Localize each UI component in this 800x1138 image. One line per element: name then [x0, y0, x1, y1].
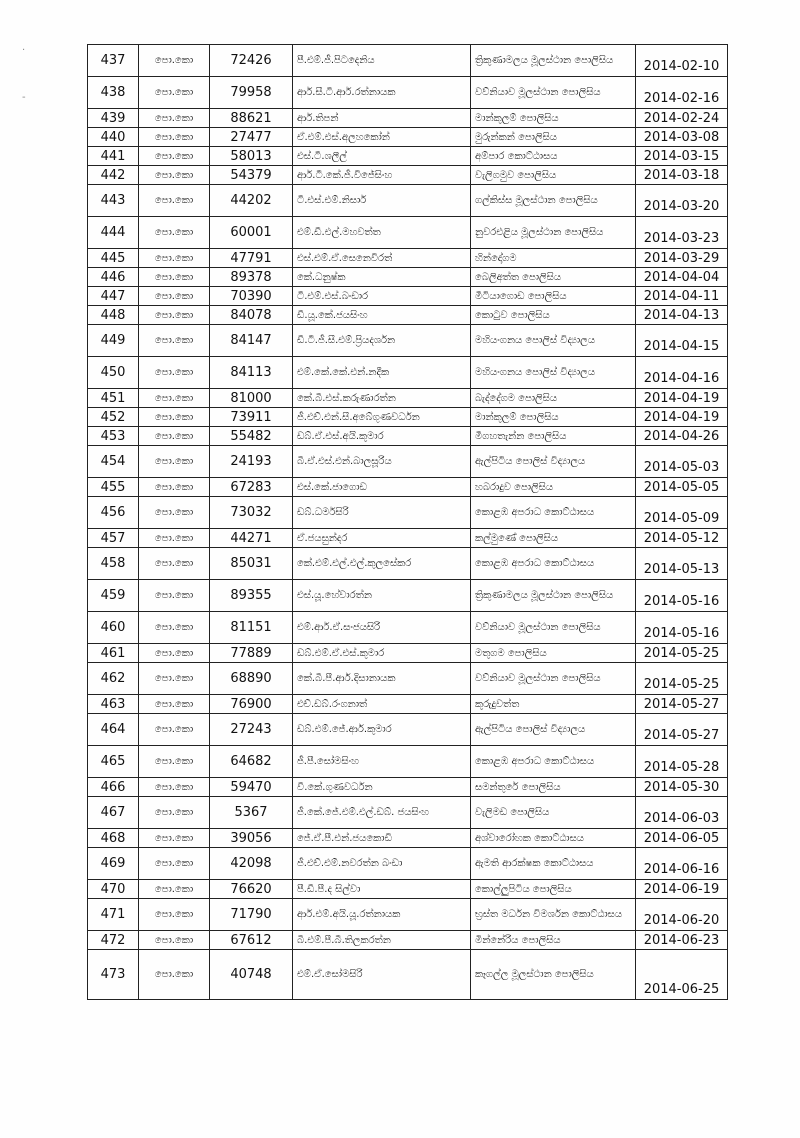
rank-cell: පො.කො: [139, 45, 210, 77]
date-cell: 2014-03-29: [636, 249, 728, 268]
row-number: 452: [88, 408, 139, 427]
station-name: වව්නියාව මූලස්ථාන පොලිසිය: [471, 663, 636, 695]
table-row: [88, 746, 728, 778]
officer-name: කේ.එම්.එල්.එල්.කුලසේකර: [293, 548, 471, 580]
row-number: 464: [88, 714, 139, 746]
row-number: 441: [88, 147, 139, 166]
station-name: හින්දෝගම: [471, 249, 636, 268]
officer-name: ඒ.ජයසුන්දර: [293, 529, 471, 548]
officer-name: බී.එම්.පී.බී.තිලකරත්න: [293, 931, 471, 950]
rank-cell: පො.කො: [139, 147, 210, 166]
officer-name: ආර්.තිපන්: [293, 109, 471, 128]
rank-cell: පො.කො: [139, 580, 210, 612]
registration-number: 27243: [210, 714, 293, 746]
rank-cell: පො.කො: [139, 548, 210, 580]
personnel-table: [87, 44, 728, 1000]
table-row: [88, 899, 728, 931]
rank-cell: පො.කො: [139, 77, 210, 109]
table-row: [88, 829, 728, 848]
rank-cell: පො.කො: [139, 797, 210, 829]
station-name: මතුගම පොලිසිය: [471, 644, 636, 663]
registration-number: 71790: [210, 899, 293, 931]
rank-cell: පො.කො: [139, 931, 210, 950]
row-number: 457: [88, 529, 139, 548]
date-cell: 2014-04-19: [636, 408, 728, 427]
date-cell: 2014-06-23: [636, 931, 728, 950]
station-name: කොළඹ අපරාධ කොට්ඨාසය: [471, 497, 636, 529]
table-row: [88, 612, 728, 644]
station-name: මින්නේරිය පොලිසිය: [471, 931, 636, 950]
date-cell: 2014-04-19: [636, 389, 728, 408]
table-row: [88, 249, 728, 268]
station-name: සමන්තුරේ පොලිසිය: [471, 778, 636, 797]
table-row: [88, 128, 728, 147]
scan-mark: -: [22, 92, 26, 103]
date-cell: 2014-05-27: [636, 714, 728, 746]
date-cell: 2014-04-15: [636, 325, 728, 357]
rank-cell: පො.කො: [139, 325, 210, 357]
registration-number: 70390: [210, 287, 293, 306]
officer-name: එම්.කේ.කේ.එන්.නදීක: [293, 357, 471, 389]
officer-name: ආර්.සී.ටී.ආර්.රත්නායක: [293, 77, 471, 109]
row-number: 454: [88, 446, 139, 478]
date-cell: 2014-05-16: [636, 580, 728, 612]
station-name: කොල්ලුපිටිය පොලිසිය: [471, 880, 636, 899]
station-name: මුරුන්කන් පොලිසිය: [471, 128, 636, 147]
officer-name: බී.ඒ.එස්.එන්.බාලසූරිය: [293, 446, 471, 478]
row-number: 465: [88, 746, 139, 778]
officer-name: ඩබ්.එම්.ජේ.ආර්.කුමාර: [293, 714, 471, 746]
rank-cell: පො.කො: [139, 357, 210, 389]
date-cell: 2014-02-24: [636, 109, 728, 128]
row-number: 446: [88, 268, 139, 287]
row-number: 472: [88, 931, 139, 950]
registration-number: 44202: [210, 185, 293, 217]
date-cell: 2014-03-08: [636, 128, 728, 147]
station-name: කොළඹ අපරාධ කොට්ඨාසය: [471, 548, 636, 580]
row-number: 443: [88, 185, 139, 217]
registration-number: 67283: [210, 478, 293, 497]
table-row: [88, 446, 728, 478]
table-row: [88, 109, 728, 128]
station-name: කොටුව පොලිසිය: [471, 306, 636, 325]
rank-cell: පො.කො: [139, 478, 210, 497]
rank-cell: පො.කො: [139, 663, 210, 695]
table-row: [88, 166, 728, 185]
registration-number: 42098: [210, 848, 293, 880]
row-number: 448: [88, 306, 139, 325]
registration-number: 73032: [210, 497, 293, 529]
date-cell: 2014-05-25: [636, 663, 728, 695]
row-number: 458: [88, 548, 139, 580]
registration-number: 54379: [210, 166, 293, 185]
table-row: [88, 529, 728, 548]
officer-name: එම්.ආර්.ඒ.සංජයසිරි: [293, 612, 471, 644]
station-name: මාන්කුලම් පොලිසිය: [471, 408, 636, 427]
rank-cell: පො.කො: [139, 644, 210, 663]
rank-cell: පො.කො: [139, 287, 210, 306]
station-name: ත්‍රිකුණාමලය මූලස්ථාන පොලිසිය: [471, 580, 636, 612]
table-row: [88, 880, 728, 899]
registration-number: 73911: [210, 408, 293, 427]
officer-name: එම්.ඩී.එල්.මහවත්ත: [293, 217, 471, 249]
officer-name: එස්.එම්.ඒ.සෙනෙවිරත්: [293, 249, 471, 268]
officer-name: ජී.කේ.ජේ.එම්.එල්.ඩබ්. ජයසිංහ: [293, 797, 471, 829]
rank-cell: පො.කො: [139, 612, 210, 644]
registration-number: 27477: [210, 128, 293, 147]
row-number: 438: [88, 77, 139, 109]
table-row: [88, 287, 728, 306]
officer-name: කේ.බී.එස්.කරුණාරත්න: [293, 389, 471, 408]
row-number: 456: [88, 497, 139, 529]
row-number: 468: [88, 829, 139, 848]
table-row: [88, 644, 728, 663]
date-cell: 2014-05-16: [636, 612, 728, 644]
registration-number: 24193: [210, 446, 293, 478]
rank-cell: පො.කො: [139, 408, 210, 427]
date-cell: 2014-02-16: [636, 77, 728, 109]
row-number: 450: [88, 357, 139, 389]
officer-name: ටී.එම්.එස්.බංඩාර: [293, 287, 471, 306]
station-name: වව්නියාව මූලස්ථාන පොලිසිය: [471, 77, 636, 109]
date-cell: 2014-04-13: [636, 306, 728, 325]
row-number: 459: [88, 580, 139, 612]
station-name: මීගහතැන්න පොලිසිය: [471, 427, 636, 446]
row-number: 442: [88, 166, 139, 185]
station-name: වව්නියාව මූලස්ථාන පොලිසිය: [471, 612, 636, 644]
officer-name: ඩබ්.ඒ.එස්.අයි.කුමාර: [293, 427, 471, 446]
station-name: අම්පාර කොට්ඨාසය: [471, 147, 636, 166]
station-name: කුරුදුවත්ත: [471, 695, 636, 714]
rank-cell: පො.කො: [139, 166, 210, 185]
date-cell: 2014-05-03: [636, 446, 728, 478]
registration-number: 5367: [210, 797, 293, 829]
officer-name: ආර්.එම්.අයි.යූ.රත්නායක: [293, 899, 471, 931]
date-cell: 2014-05-13: [636, 548, 728, 580]
station-name: ඇල්පිටිය පොලිස් විද්‍යාලය: [471, 714, 636, 746]
rank-cell: පො.කො: [139, 746, 210, 778]
officer-name: පී.එම්.ජී.පිටදෙනිය: [293, 45, 471, 77]
station-name: බෙලිඅත්ත පොලිසිය: [471, 268, 636, 287]
station-name: වැලිමඩ පොලිසිය: [471, 797, 636, 829]
station-name: නුවරඑළිය මූලස්ථාන පොලිසිය: [471, 217, 636, 249]
row-number: 463: [88, 695, 139, 714]
table-row: [88, 45, 728, 77]
date-cell: 2014-02-10: [636, 45, 728, 77]
row-number: 444: [88, 217, 139, 249]
station-name: මාන්කුලම් පොලිසිය: [471, 109, 636, 128]
table-row: [88, 217, 728, 249]
station-name: හබරාදුව පොලිසිය: [471, 478, 636, 497]
officer-name: ඩී.යූ.කේ.ජයසිංහ: [293, 306, 471, 325]
row-number: 460: [88, 612, 139, 644]
rank-cell: පො.කො: [139, 109, 210, 128]
row-number: 447: [88, 287, 139, 306]
table-row: [88, 325, 728, 357]
station-name: වැලිගමුව පොලිසිය: [471, 166, 636, 185]
table-row: [88, 714, 728, 746]
rank-cell: පො.කො: [139, 446, 210, 478]
station-name: මහියංගනය පොලිස් විද්‍යාලය: [471, 325, 636, 357]
table-row: [88, 77, 728, 109]
station-name: ගල්කිස්ස මූලස්ථාන පොලිසිය: [471, 185, 636, 217]
registration-number: 84147: [210, 325, 293, 357]
row-number: 451: [88, 389, 139, 408]
row-number: 469: [88, 848, 139, 880]
rank-cell: පො.කො: [139, 185, 210, 217]
row-number: 455: [88, 478, 139, 497]
station-name: ඇමති ආරක්ෂක කොට්ඨාසය: [471, 848, 636, 880]
row-number: 467: [88, 797, 139, 829]
station-name: අශ්වාරෝහක කොට්ඨාසය: [471, 829, 636, 848]
station-name: භ්‍රස්ත මර්ධන විමර්ශන කොට්ඨාසය: [471, 899, 636, 931]
date-cell: 2014-05-12: [636, 529, 728, 548]
rank-cell: පො.කො: [139, 950, 210, 1000]
registration-number: 60001: [210, 217, 293, 249]
row-number: 440: [88, 128, 139, 147]
officer-name: ඩබ්.ධර්මසිරි: [293, 497, 471, 529]
registration-number: 64682: [210, 746, 293, 778]
table-row: [88, 357, 728, 389]
date-cell: 2014-06-19: [636, 880, 728, 899]
table-row: [88, 663, 728, 695]
date-cell: 2014-05-30: [636, 778, 728, 797]
rank-cell: පො.කො: [139, 778, 210, 797]
officer-name: ටී.එස්.එම්.නිසාර්: [293, 185, 471, 217]
registration-number: 85031: [210, 548, 293, 580]
registration-number: 39056: [210, 829, 293, 848]
registration-number: 67612: [210, 931, 293, 950]
station-name: බැද්දේගම පොලිසිය: [471, 389, 636, 408]
table-row: [88, 389, 728, 408]
date-cell: 2014-04-26: [636, 427, 728, 446]
row-number: 471: [88, 899, 139, 931]
row-number: 449: [88, 325, 139, 357]
registration-number: 68890: [210, 663, 293, 695]
row-number: 462: [88, 663, 139, 695]
registration-number: 59470: [210, 778, 293, 797]
date-cell: 2014-06-03: [636, 797, 728, 829]
registration-number: 76900: [210, 695, 293, 714]
date-cell: 2014-03-20: [636, 185, 728, 217]
date-cell: 2014-03-23: [636, 217, 728, 249]
station-name: ත්‍රිකුණාමලය මූලස්ථාන පොලිසිය: [471, 45, 636, 77]
row-number: 437: [88, 45, 139, 77]
registration-number: 76620: [210, 880, 293, 899]
officer-name: එම්.ඒ.සෝමසිරි: [293, 950, 471, 1000]
officer-name: කේ.බී.පී.ආර්.දිසානායක: [293, 663, 471, 695]
station-name: කෑගල්ල මූලස්ථාන පොලිසිය: [471, 950, 636, 1000]
row-number: 439: [88, 109, 139, 128]
officer-name: ජේ.ඒ.පී.එන්.ජයකොඩි: [293, 829, 471, 848]
rank-cell: පො.කො: [139, 829, 210, 848]
table-row: [88, 427, 728, 446]
rank-cell: පො.කො: [139, 529, 210, 548]
registration-number: 79958: [210, 77, 293, 109]
registration-number: 77889: [210, 644, 293, 663]
officer-name: එච්.ඩබ්.රංගනාත්: [293, 695, 471, 714]
rank-cell: පො.කො: [139, 217, 210, 249]
row-number: 445: [88, 249, 139, 268]
officer-name: කේ.ධනුෂ්ක: [293, 268, 471, 287]
officer-name: ඩී.ටී.ජී.සී.එම්.ප්‍රියදර්ශන: [293, 325, 471, 357]
station-name: මහියංගනය පොලිස් විද්‍යාලය: [471, 357, 636, 389]
table-row: [88, 306, 728, 325]
station-name: ඇල්පිටිය පොලිස් විද්‍යාලය: [471, 446, 636, 478]
registration-number: 84078: [210, 306, 293, 325]
date-cell: 2014-04-16: [636, 357, 728, 389]
scan-mark: .: [22, 42, 26, 53]
officer-name: ආර්.ටී.කේ.ජී.විජේසිංහ: [293, 166, 471, 185]
table-row: [88, 778, 728, 797]
registration-number: 47791: [210, 249, 293, 268]
officer-name: ජී.පී.සෝමසිංහ: [293, 746, 471, 778]
station-name: මීටියාගොඩ පොලිසිය: [471, 287, 636, 306]
station-name: කල්මුණේ පොලිසිය: [471, 529, 636, 548]
officer-name: ඒ.එම්.එස්.අලහකෝන්: [293, 128, 471, 147]
date-cell: 2014-04-04: [636, 268, 728, 287]
officer-name: වී.කේ.ගුණවර්ධන: [293, 778, 471, 797]
officer-name: ජී.එච්.එම්.නවරත්න බංඩා: [293, 848, 471, 880]
date-cell: 2014-05-09: [636, 497, 728, 529]
rank-cell: පො.කො: [139, 128, 210, 147]
rank-cell: පො.කො: [139, 899, 210, 931]
rank-cell: පො.කො: [139, 427, 210, 446]
registration-number: 72426: [210, 45, 293, 77]
date-cell: 2014-06-16: [636, 848, 728, 880]
table-row: [88, 497, 728, 529]
registration-number: 58013: [210, 147, 293, 166]
date-cell: 2014-03-15: [636, 147, 728, 166]
officer-name: එස්.යූ.හේවාරත්න: [293, 580, 471, 612]
table-row: [88, 548, 728, 580]
table-row: [88, 950, 728, 1000]
date-cell: 2014-06-20: [636, 899, 728, 931]
table-row: [88, 580, 728, 612]
rank-cell: පො.කො: [139, 695, 210, 714]
rank-cell: පො.කො: [139, 714, 210, 746]
registration-number: 89355: [210, 580, 293, 612]
rank-cell: පො.කො: [139, 306, 210, 325]
date-cell: 2014-03-18: [636, 166, 728, 185]
date-cell: 2014-05-27: [636, 695, 728, 714]
table-row: [88, 797, 728, 829]
registration-number: 88621: [210, 109, 293, 128]
officer-name: ජී.එච්.එන්.සී.අබේගුණවර්ධන: [293, 408, 471, 427]
registration-number: 84113: [210, 357, 293, 389]
row-number: 453: [88, 427, 139, 446]
rank-cell: පො.කො: [139, 848, 210, 880]
date-cell: 2014-04-11: [636, 287, 728, 306]
table-row: [88, 147, 728, 166]
date-cell: 2014-05-28: [636, 746, 728, 778]
registration-number: 44271: [210, 529, 293, 548]
officer-name: ඩබ්.එම්.ඒ.එස්.කුමාර: [293, 644, 471, 663]
rank-cell: පො.කො: [139, 880, 210, 899]
date-cell: 2014-06-25: [636, 950, 728, 1000]
row-number: 473: [88, 950, 139, 1000]
table-row: [88, 848, 728, 880]
registration-number: 81151: [210, 612, 293, 644]
table-row: [88, 695, 728, 714]
registration-number: 55482: [210, 427, 293, 446]
date-cell: 2014-05-25: [636, 644, 728, 663]
table-row: [88, 268, 728, 287]
table-row: [88, 185, 728, 217]
rank-cell: පො.කො: [139, 268, 210, 287]
officer-name: එස්.කේ.ජාගොඩ: [293, 478, 471, 497]
row-number: 461: [88, 644, 139, 663]
table-row: [88, 408, 728, 427]
officer-name: එස්.ටී.ශලීල්: [293, 147, 471, 166]
row-number: 466: [88, 778, 139, 797]
rank-cell: පො.කො: [139, 497, 210, 529]
row-number: 470: [88, 880, 139, 899]
table-row: [88, 931, 728, 950]
rank-cell: පො.කො: [139, 389, 210, 408]
date-cell: 2014-05-05: [636, 478, 728, 497]
officer-name: පී.ඩී.පී.ද සිල්වා: [293, 880, 471, 899]
table-row: [88, 478, 728, 497]
registration-number: 89378: [210, 268, 293, 287]
registration-number: 81000: [210, 389, 293, 408]
date-cell: 2014-06-05: [636, 829, 728, 848]
registration-number: 40748: [210, 950, 293, 1000]
rank-cell: පො.කො: [139, 249, 210, 268]
station-name: කොළඹ අපරාධ කොට්ඨාසය: [471, 746, 636, 778]
